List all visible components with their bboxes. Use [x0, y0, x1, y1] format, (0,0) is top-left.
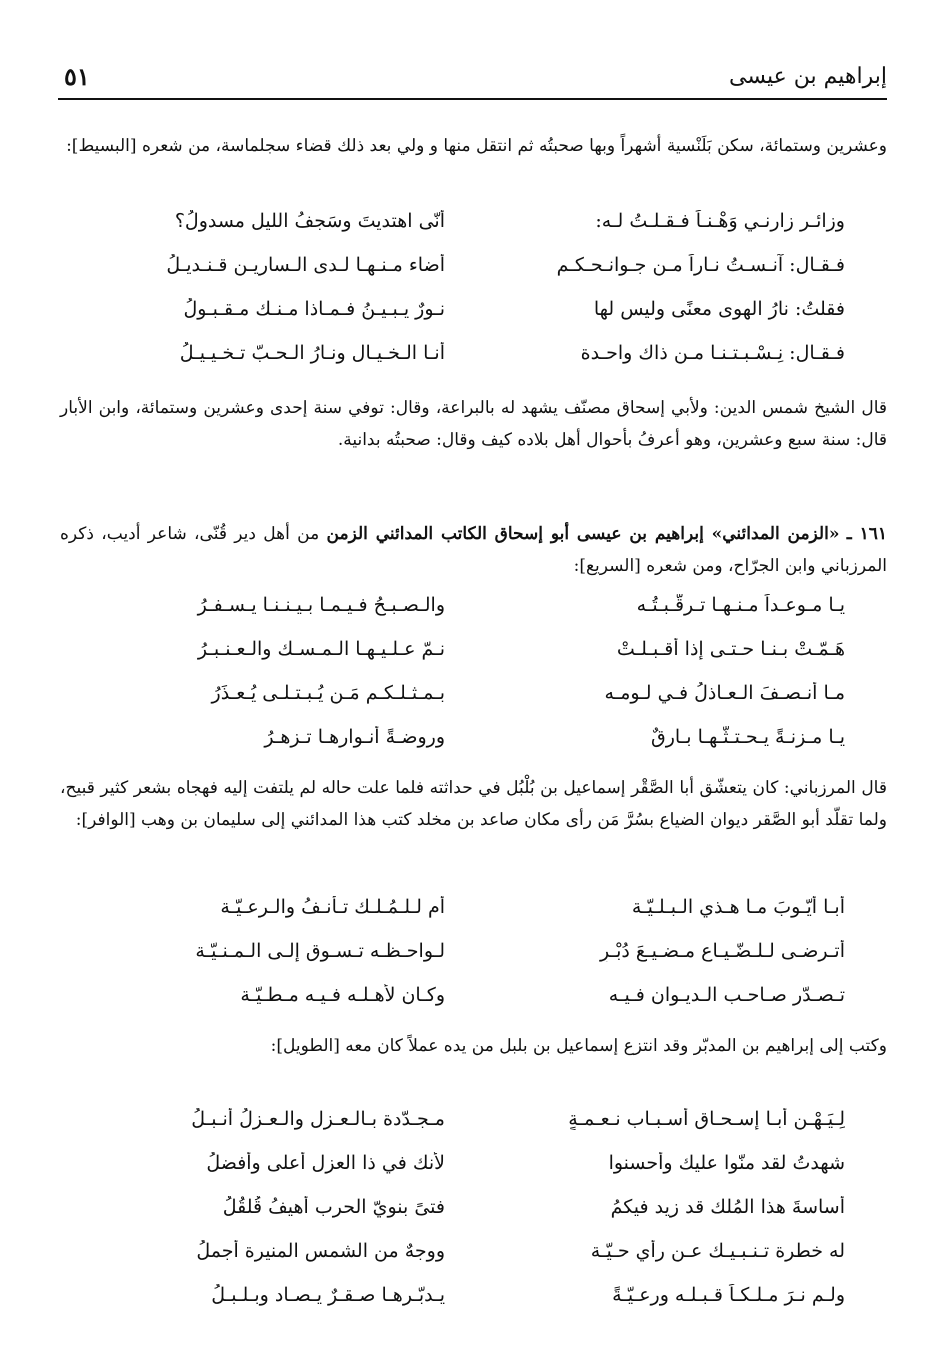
verse-second-hemistich: لأنك في ذا العزل أعلى وأفضلُ [206, 1152, 445, 1174]
paragraph-ibn-mudabbir: وكتب إلى إبراهيم بن المدبّر وقد انتزع إسماعيل بن بلبل من يده عملاً كان معه [الطويل]: [270, 1036, 887, 1056]
paragraph-marzubani: قال المرزباني: كان يتعشّق أبا الصَّقْر إسماعيل بن بُلْبُل في حداثته فلما علت حاله لم يلتفت إليه فهجاه بشعر كثير قبيح، ولما تقلّد أبو الصَّقر ديوان الضياع بسُرَّ مَن رأى مكان صاعد بن مخلد كتب هذا المدائني إلى سليمان بن وهب [الوافر]: [60, 778, 887, 830]
verse-second-hemistich: بـمـثـلـكـم مَـن يُـبـتـلـى يُـعـذَرُ [211, 682, 445, 704]
verse-second-hemistich: يـدبّـرهـا صـقـرٌ يـصـاد وبـلـبـلُ [211, 1284, 445, 1306]
page-header [58, 58, 887, 100]
verse-second-hemistich: أضاء مـنـهـا لـدى الـساريـن قـنـديـلُ [166, 254, 445, 276]
poem-tawil [60, 1102, 887, 1322]
verse [60, 676, 887, 720]
verse [60, 978, 887, 1022]
verse-first-hemistich: هَـمّـتْ بـنـا حـتـى إذا أقـبـلـتْ [616, 638, 845, 660]
verse [60, 204, 887, 248]
verse-first-hemistich: يـا مـوعـداً مـنـهـا تـرقّـبـتُـه [636, 594, 845, 616]
verse-first-hemistich: شهدتُ لقد منّوا عليك وأحسنوا [608, 1152, 845, 1174]
poem-sari [60, 588, 887, 764]
verse [60, 1190, 887, 1234]
verse-first-hemistich: وزائـر زارنـي وَهْـنـاً فـقـلـتُ لـه: [595, 210, 845, 232]
verse [60, 1278, 887, 1322]
entry-title: «الزمن المدائني» إبراهيم بن عيسى أبو إسحاق الكاتب المدائني الزمن [326, 524, 840, 544]
paragraph-shams-al-din: قال الشيخ شمس الدين: ولأبي إسحاق مصنّف يشهد له بالبراعة، وقال: توفي سنة إحدى وعشرين وستمائة، وابن الأبار قال: سنة سبع وعشرين، وهو أعرفُ بأحوال أهل بلاده كيف وقال: صحبتُه بدانية. [60, 398, 887, 450]
poem-basit [60, 204, 887, 380]
paragraph-intro: وعشرين وستمائة، سكن بَلَنْسية أشهراً وبها صحبتُه ثم انتقل منها و ولي بعد ذلك قضاء سجلماسة، من شعره [البسيط]: [66, 136, 887, 156]
verse-second-hemistich: أنّى اهتديتَ وسَجفُ الليل مسدولُ؟ [174, 210, 445, 232]
verse-second-hemistich: لـواحـظـه تـسـوق إلـى الـمـنـيّـة [195, 940, 445, 962]
verse-second-hemistich: فتىً بنويّ الحرب أهيفُ قُلقُلُ [222, 1196, 445, 1218]
verse [60, 1146, 887, 1190]
verse-first-hemistich: يـا مـزنـةً يـحـتـثُّـهـا بـارقٌ [651, 726, 845, 748]
verse [60, 720, 887, 764]
verse-second-hemistich: والـصـبـحُ فـيـمـا بـيـنـنـا يـسـفـرُ [197, 594, 445, 616]
verse-second-hemistich: أم لـلـمُـلـك تـأنـفُ والـرعـيّـة [220, 896, 445, 918]
verse-second-hemistich: ووجهٌ من الشمس المنيرة أجملُ [196, 1240, 445, 1262]
verse-first-hemistich: أبـا أيّـوبَ مـا هـذي الـبـلـيّـة [631, 896, 845, 918]
verse-first-hemistich: فـقـال: آنـسـتُ نـاراً مـن جـوانـحـكـم [556, 254, 845, 276]
verse-second-hemistich: مـجـدّدة بـالـعـزل والـعـزلُ أنـبـلُ [191, 1108, 445, 1130]
verse-first-hemistich: فقلتُ: نارُ الهوى معنًى وليس لها [593, 298, 845, 320]
verse [60, 1102, 887, 1146]
verse-first-hemistich: فـقـال: نِـسْـبـتـنـا مـن ذاك واحـدة [580, 342, 845, 364]
verse [60, 1234, 887, 1278]
verse-first-hemistich: مـا أنـصـفَ الـعـاذلُ فـي لـومـه [604, 682, 845, 704]
page-number: ٥١ [64, 62, 90, 91]
verse-first-hemistich: أتـرضـى لـلـضّـيـاع مـضـيـعَ دُبْـرٍ [600, 940, 845, 962]
verse-second-hemistich: نـورٌ يـبـيـنُ فـمـاذا مـنـك مـقـبـولُ [183, 298, 445, 320]
verse [60, 890, 887, 934]
running-head: إبراهيم بن عيسى [729, 64, 887, 89]
verse [60, 934, 887, 978]
verse [60, 632, 887, 676]
poem-wafir [60, 890, 887, 1022]
verse [60, 336, 887, 380]
verse-second-hemistich: وكـان لأهـلـه فـيـه مـطـيّـة [240, 984, 445, 1006]
verse-second-hemistich: أنـا الـخـيـال ونـارُ الـحـبّ تـخـيـيـلُ [179, 342, 445, 364]
verse-first-hemistich: ولـم نـرَ مـلـكـاً قـبـلـه ورعـيّـةً [612, 1284, 845, 1306]
verse-second-hemistich: وروضـةً أنـوارهـا تـزهـرُ [264, 726, 445, 748]
verse-second-hemistich: نـمّ عـلـيـهـا الـمـسـك والـعـنـبـرُ [197, 638, 445, 660]
entry-number: ١٦١ ـ [846, 524, 888, 544]
verse-first-hemistich: أساسةَ هذا المُلك قد زيد فيكمُ [610, 1196, 845, 1218]
verse [60, 588, 887, 632]
entry-text: من أهل دير قُنّى، شاعر أديب، ذكره المرزباني وابن الجرّاح، ومن شعره [السريع]: [60, 524, 887, 576]
verse [60, 292, 887, 336]
verse-first-hemistich: تـصـدّر صـاحـب الـديـوان فـيـه [608, 984, 845, 1006]
verse [60, 248, 887, 292]
verse-first-hemistich: لِـيَـهْـنِ أبـا إسـحـاق أسـبـاب نـعـمـةٍ [568, 1108, 845, 1130]
entry-161 [60, 518, 887, 582]
verse-first-hemistich: له خطرة تـنـبـيـك عـن رأي حـيّـة [590, 1240, 845, 1262]
